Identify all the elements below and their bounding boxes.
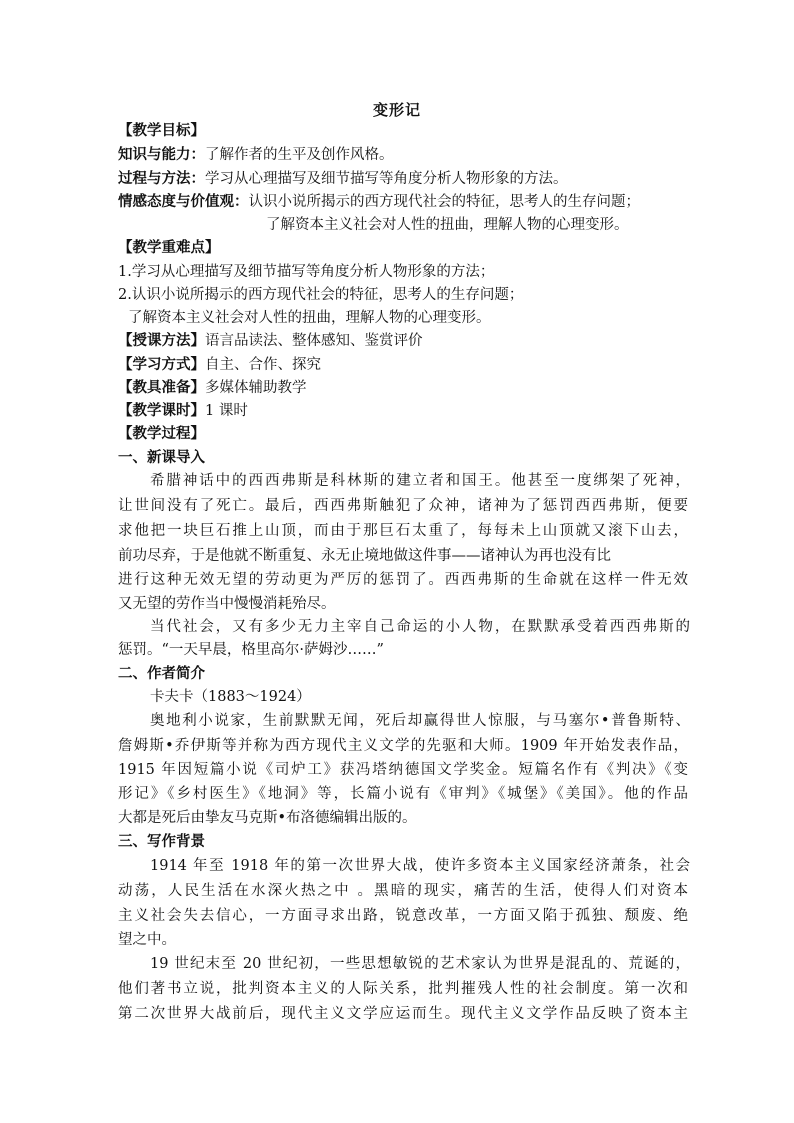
goal-process-text: 学习从心理描写及细节描写等角度分析人物形象的方法。 <box>205 171 568 187</box>
key-item-2: 2.认识小说所揭示的西方现代社会的特征，思考人的生存问题； <box>118 287 524 303</box>
key-item-1: 1.学习从心理描写及细节描写等角度分析人物形象的方法； <box>118 264 495 280</box>
para-4-line-2: 动荡，人民生活在水深火热之中 。黑暗的现实，痛苦的生活，使得人们对资本 <box>118 883 688 899</box>
para-1-line-3: 求他把一块巨石推上山顶，而由于那巨石太重了，每每未上山顶就又滚下山去， <box>118 523 688 539</box>
method-row <box>118 331 688 351</box>
study-text: 自主、合作、探究 <box>205 357 321 373</box>
hours-label: 【教学课时】 <box>118 402 205 419</box>
para-3-line-2: 詹姆斯•乔伊斯等并称为西方现代主义文学的先驱和大师。1909 年开始发表作品， <box>118 738 688 754</box>
goal-emotion-text2: 了解资本主义社会对人性的扭曲，理解人物的心理变形。 <box>266 217 629 233</box>
section-3-heading: 三、写作背景 <box>118 833 205 850</box>
para-1-line-1: 希腊神话中的西西弗斯是科林斯的建立者和国王。他甚至一度绑架了死神， <box>150 473 690 489</box>
goal-process-label: 过程与方法： <box>118 170 205 187</box>
key-heading: 【教学重难点】 <box>118 239 220 256</box>
goal-heading: 【教学目标】 <box>118 122 205 139</box>
goal-knowledge-label: 知识与能力： <box>118 146 205 163</box>
hours-row <box>118 401 688 421</box>
tool-label: 【教具准备】 <box>118 379 205 396</box>
study-row <box>118 355 688 375</box>
section-1-heading: 一、新课导入 <box>118 449 205 466</box>
para-3-line-4: 形记》《乡村医生》《地洞》等，长篇小说有《审判》《城堡》《美国》。他的作品 <box>118 786 688 802</box>
study-label: 【学习方式】 <box>118 356 205 373</box>
para-5-line-2: 他们著书立说，批判资本主义的人际关系，批判摧残人性的社会制度。第一次和 <box>118 981 688 997</box>
tool-row <box>118 378 688 398</box>
para-1-line-5: 进行这种无效无望的劳动更为严厉的惩罚了。西西弗斯的生命就在这样一件无效 <box>118 572 688 588</box>
para-4-line-3: 主义社会失去信心，一方面寻求出路，锐意改革，一方面又陷于孤独、颓废、绝 <box>118 908 688 924</box>
method-text: 语言品读法、整体感知、鉴赏评价 <box>205 333 423 349</box>
author-line: 卡夫卡（1883～1924） <box>150 689 311 705</box>
process-heading: 【教学过程】 <box>118 425 205 442</box>
goal-knowledge-text: 了解作者的生平及创作风格。 <box>205 147 394 163</box>
goal-emotion <box>118 192 688 212</box>
page-title: 变形记 <box>372 101 421 119</box>
para-5-line-1: 19 世纪末至 20 世纪初，一些思想敏锐的艺术家认为世界是混乱的、荒诞的， <box>150 956 690 972</box>
goal-emotion-text: 认识小说所揭示的西方现代社会的特征，思考人的生存问题； <box>248 194 640 210</box>
goal-knowledge <box>118 145 688 165</box>
key-item-3: 了解资本主义社会对人性的扭曲，理解人物的心理变形。 <box>128 310 491 326</box>
para-1-line-6: 又无望的劳作当中慢慢消耗殆尽。 <box>118 596 336 612</box>
section-2-heading: 二、作者简介 <box>118 665 205 682</box>
para-3-line-5: 大都是死后由挚友马克斯•布洛德编辑出版的。 <box>118 810 417 826</box>
tool-text: 多媒体辅助教学 <box>205 380 307 396</box>
goal-process <box>118 169 688 189</box>
para-1-line-4: 前功尽弃，于是他就不断重复、永无止境地做这件事——诸神认为再也没有比 <box>118 548 611 564</box>
para-5-line-3: 第二次世界大战前后，现代主义文学应运而生。现代主义文学作品反映了资本主 <box>118 1006 688 1022</box>
para-2-line-1: 当代社会，又有多少无力主宰自己命运的小人物，在默默承受着西西弗斯的 <box>150 619 690 635</box>
goal-emotion-label: 情感态度与价值观： <box>118 193 249 210</box>
para-3-line-3: 1915 年因短篇小说《司炉工》获冯塔纳德国文学奖金。短篇名作有《判决》《变 <box>118 762 688 778</box>
para-3-line-1: 奥地利小说家，生前默默无闻，死后却赢得世人惊服，与马塞尔•普鲁斯特、 <box>150 713 690 729</box>
para-1-line-2: 让世间没有了死亡。最后，西西弗斯触犯了众神，诸神为了惩罚西西弗斯，便要 <box>118 498 688 514</box>
para-4-line-4: 望之中。 <box>118 932 176 948</box>
hours-text: 1 课时 <box>205 403 248 419</box>
para-4-line-1: 1914 年至 1918 年的第一次世界大战，使许多资本主义国家经济萧条，社会 <box>150 858 690 874</box>
method-label: 【授课方法】 <box>118 332 205 349</box>
para-2-line-2: 惩罚。“一天早晨，格里高尔·萨姆沙……” <box>118 642 384 658</box>
